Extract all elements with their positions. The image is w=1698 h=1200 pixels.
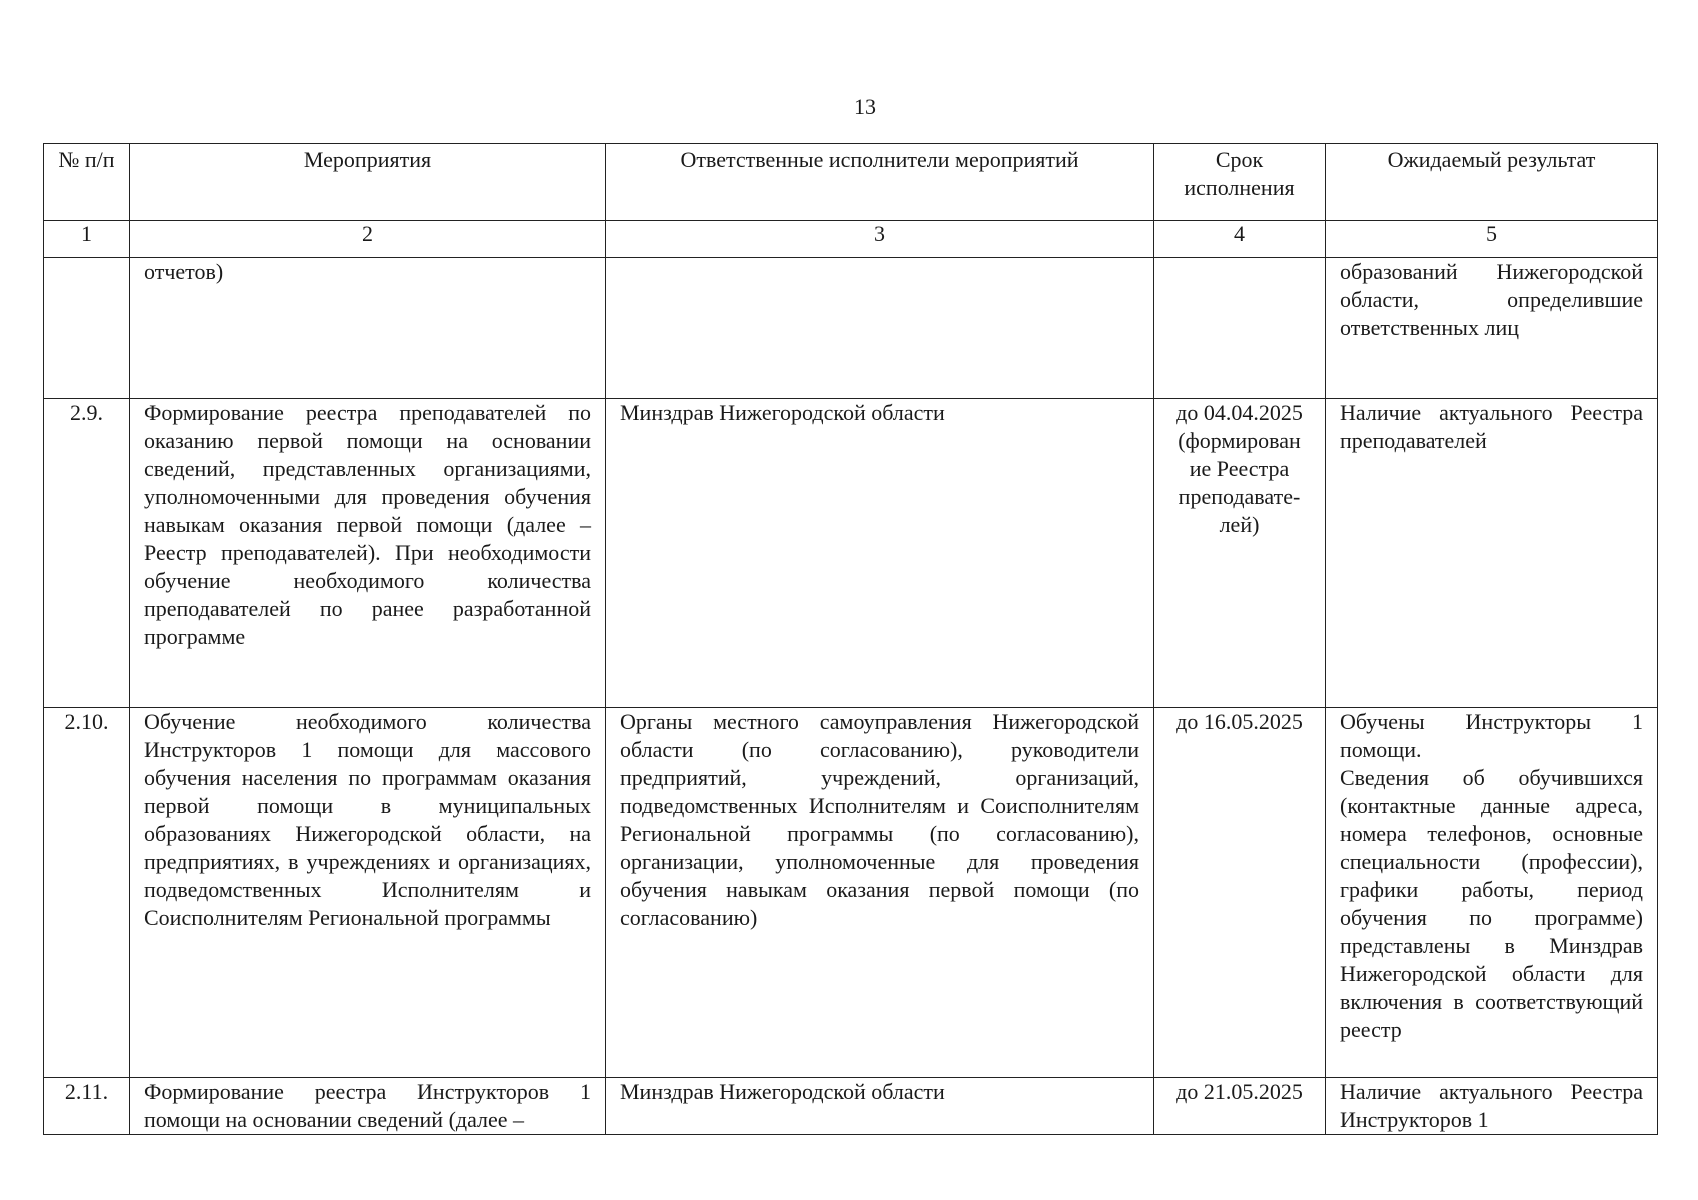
page-number: 13	[854, 94, 876, 119]
header-num: № п/п	[44, 144, 130, 221]
row-term: до 04.04.2025 (формирован ие Реестра преподавате- лей)	[1154, 399, 1326, 708]
header-result: Ожидаемый результат	[1326, 144, 1658, 221]
column-index: 3	[606, 221, 1154, 258]
row-result: образований Нижегородской области, определившие ответственных лиц	[1326, 258, 1658, 399]
header-event: Мероприятия	[130, 144, 606, 221]
table-row	[44, 258, 1658, 399]
row-responsible: Органы местного самоуправления Нижегородской области (по согласованию), руководители предприятий, учреждений, организаций, подведомственных Исполнителям и Соисполнителям Региональной программы (по согласованию), организации, уполномоченные для проведения обучения навыкам оказания первой помощи (по согласованию)	[606, 708, 1154, 1078]
row-result: Наличие актуального Реестра преподавателей	[1326, 399, 1658, 708]
row-num: 2.11.	[44, 1078, 130, 1135]
row-event: Обучение необходимого количества Инструкторов 1 помощи для массового обучения населения по программам оказания первой помощи в муниципальных образованиях Нижегородской области, на предприятиях, в учреждениях и организациях, подведомственных Исполнителям и Соисполнителям Региональной программы	[130, 708, 606, 1078]
row-responsible: Минздрав Нижегородской области	[606, 1078, 1154, 1135]
row-term	[1154, 258, 1326, 399]
table-row	[44, 399, 1658, 708]
column-index: 4	[1154, 221, 1326, 258]
row-event: Формирование реестра преподавателей по оказанию первой помощи на основании сведений, представленных организациями, уполномоченными для проведения обучения навыкам оказания первой помощи (далее – Реестр преподавателей). При необходимости обучение необходимого количества преподавателей по ранее разработанной программе	[130, 399, 606, 708]
row-num: 2.9.	[44, 399, 130, 708]
column-index-row	[44, 221, 1658, 258]
row-result: Наличие актуального Реестра Инструкторов 1	[1326, 1078, 1658, 1135]
column-index: 1	[44, 221, 130, 258]
row-result-line: Сведения об обучившихся (контактные данные адреса, номера телефонов, основные специальности (профессии), графики работы, период обучения по программе) представлены в Минздрав Нижегородской области для включения в соответствующий реестр	[1340, 765, 1643, 1042]
action-plan-table	[43, 143, 1658, 1135]
header-term: Срок исполнения	[1154, 144, 1326, 221]
table-header-row	[44, 144, 1658, 221]
column-index: 2	[130, 221, 606, 258]
column-index: 5	[1326, 221, 1658, 258]
row-result	[1326, 708, 1658, 1078]
row-term: до 16.05.2025	[1154, 708, 1326, 1078]
row-result-line: Обучены Инструкторы 1 помощи.	[1340, 709, 1643, 762]
row-term: до 21.05.2025	[1154, 1078, 1326, 1135]
table-row	[44, 1078, 1658, 1135]
row-event: отчетов)	[130, 258, 606, 399]
table-row	[44, 708, 1658, 1078]
row-event: Формирование реестра Инструкторов 1 помощи на основании сведений (далее –	[130, 1078, 606, 1135]
row-responsible	[606, 258, 1154, 399]
row-responsible: Минздрав Нижегородской области	[606, 399, 1154, 708]
header-responsible: Ответственные исполнители мероприятий	[606, 144, 1154, 221]
row-num	[44, 258, 130, 399]
row-num: 2.10.	[44, 708, 130, 1078]
